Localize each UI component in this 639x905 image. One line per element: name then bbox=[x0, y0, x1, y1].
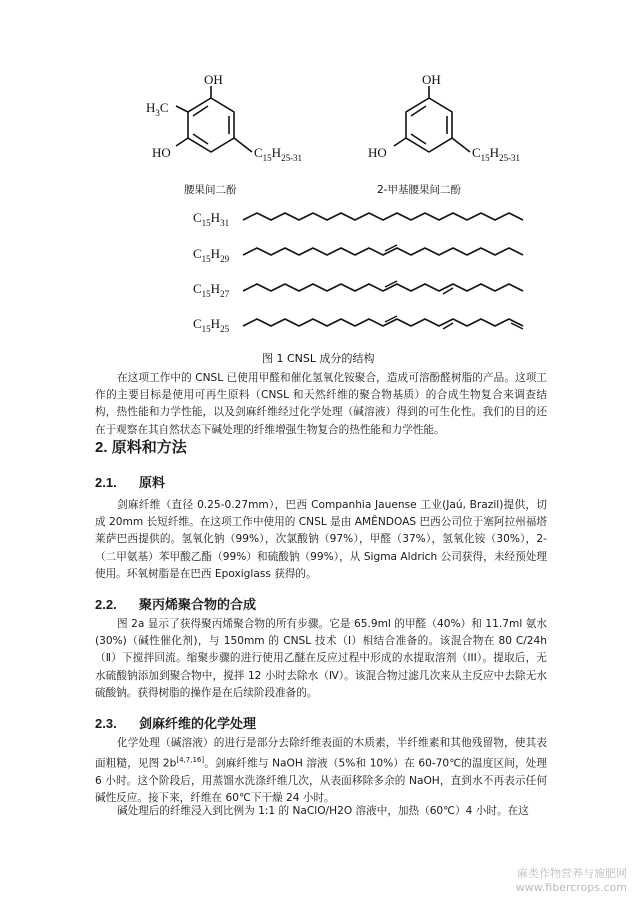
section-heading-2 bbox=[95, 436, 187, 457]
structure-figure bbox=[0, 0, 639, 370]
figure-caption: 图 1 CNSL 成分的结构 bbox=[262, 352, 375, 365]
mol1-caption: 腰果间二酚 bbox=[184, 184, 237, 196]
subsection-number: 2.2. bbox=[95, 597, 117, 612]
treatment-text-a: 化学处理（碱溶液）的进行是部分去除纤维表面的木质素，半纤维素和其他残留物，使其表面粗糙，见图 2b bbox=[95, 737, 547, 770]
chain-2-zigzag bbox=[243, 248, 523, 255]
mol2-oh-top: OH bbox=[422, 72, 441, 87]
mol1-ring bbox=[176, 86, 252, 152]
mol2-chain-formula: $C_{15}H_{25-31}$ bbox=[472, 145, 521, 163]
chain-1-label: $C_{15}H_{31}$ bbox=[193, 210, 230, 228]
citation: [4,7,16] bbox=[176, 756, 205, 765]
mol1-chain-formula: $C_{15}H_{25-31}$ bbox=[254, 145, 303, 163]
subsection-title: 原料 bbox=[139, 475, 166, 490]
subsection-title: 剑麻纤维的化学处理 bbox=[139, 716, 257, 731]
subsection-heading-2-3 bbox=[95, 713, 256, 732]
subsection-heading-2-2 bbox=[95, 594, 256, 613]
watermark-line-1: 麻类作物营养与施肥网 bbox=[517, 867, 627, 880]
mol2-oh-left: HO bbox=[368, 145, 387, 160]
subsection-heading-2-1 bbox=[95, 472, 165, 491]
synthesis-paragraph: 图 2a 显示了获得聚丙烯聚合物的所有步骤。它是 65.9ml 的甲醛（40%）和 11.7ml 氨水(30%)（碱性催化剂)，与 150mm 的 CNSL 技术（Ⅰ）相结合准备的。该混合物在 80 C/24h（Ⅱ）下搅拌回流。缩聚步骤的进行使用乙醚在反应过程中形成的水提取溶剂（III）。提取后，无水硫酸钠添加到聚合物中，搅拌 12 小时去除水（Ⅳ）。该混合物过滤几次来从主反应中去除无水硫酸钠。获得树脂的操作是在后续阶段准备的。 bbox=[95, 618, 547, 699]
subsection-title: 聚丙烯聚合物的合成 bbox=[139, 597, 257, 612]
chain-1-zigzag bbox=[243, 213, 523, 220]
chain-3-zigzag bbox=[243, 284, 523, 291]
chain-4-zigzag bbox=[243, 319, 523, 326]
section-title: 原料和方法 bbox=[111, 439, 187, 456]
section-number: 2. bbox=[95, 439, 108, 456]
mol1-oh-left: HO bbox=[152, 145, 171, 160]
treatment-paragraph bbox=[95, 735, 547, 807]
mol2-caption: 2-甲基腰果间二酚 bbox=[377, 184, 461, 196]
intro-paragraph: 在这项工作中的 CNSL 已使用甲醛和催化氢氧化铵聚合，造成可溶酚醛树脂的产品。这项工作的主要目标是使用可再生原料（CNSL 和天然纤维的聚合物基质）的合成生物复合来调查结构，热性能和力学性能，以及剑麻纤维经过化学处理（碱溶液）得到的可生化性。我们的目的还在于观察在其自然状态下碱处理的纤维增强生物复合的热性能和力学性能。 bbox=[95, 372, 547, 436]
subsection-number: 2.1. bbox=[95, 475, 117, 490]
watermark bbox=[516, 867, 627, 895]
mol1-methyl: $H_3C$ bbox=[146, 100, 169, 118]
treatment-paragraph-2: 碱处理后的纤维浸入到比例为 1:1 的 NaClO/H2O 溶液中，加热（60℃）4 小时。在这 bbox=[117, 805, 529, 817]
chain-3-label: $C_{15}H_{27}$ bbox=[193, 281, 230, 299]
subsection-number: 2.3. bbox=[95, 716, 117, 731]
chain-2-label: $C_{15}H_{29}$ bbox=[193, 246, 230, 264]
treatment-text-b: 。剑麻纤维与 NaOH 溶液（5%和 10%）在 60-70℃的温度区间，处理 6 小时。这个阶段后，用蒸馏水洗涤纤维几次，从表面移除多余的 NaOH，直到水不再表示任何碱性反应。接下来，纤维在 60℃下干燥 24 小时。 bbox=[95, 757, 547, 805]
mol2-ring bbox=[394, 86, 470, 152]
mol1-oh-top: OH bbox=[204, 72, 223, 87]
materials-paragraph: 剑麻纤维（直径 0.25-0.27mm），巴西 Companhia Jauense 工业(Jaú, Brazil)提供，切成 20mm 长短纤维。在这项工作中使用的 CNSL 是由 AMÊNDOAS 巴西公司位于塞阿拉州福塔莱萨巴西提供的。氢氧化钠（99%），次氯酸钠（97%），甲醛（37%），氢氧化铵（30%），2-（二甲氨基）苯甲酸乙酯（99%）和硫酸钠（99%），从 Sigma Aldrich 公司获得，未经预处理使用。环氧树脂是在巴西 Epoxiglass 获得的。 bbox=[95, 499, 547, 580]
chain-4-label: $C_{15}H_{25}$ bbox=[193, 316, 230, 334]
watermark-line-2: www.fibercrops.com bbox=[515, 881, 627, 894]
